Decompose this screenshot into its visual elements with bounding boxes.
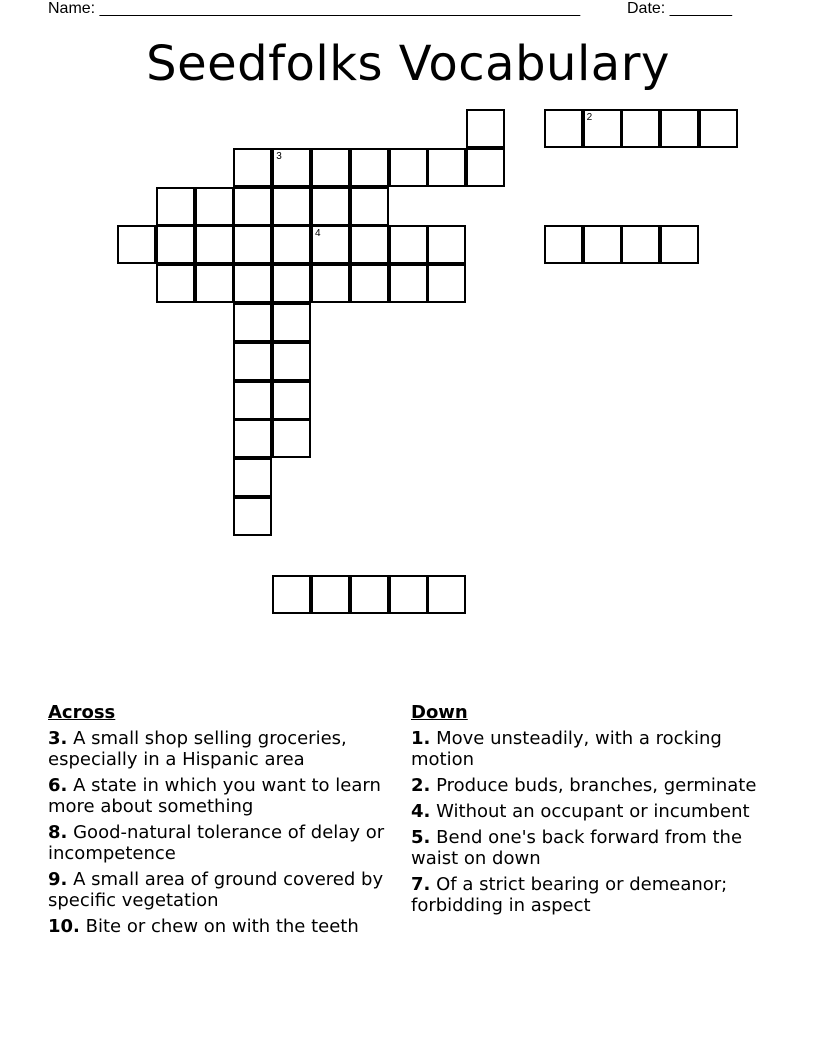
grid-cell[interactable] <box>117 225 156 264</box>
clue-number: 2. <box>411 775 431 796</box>
grid-cell[interactable] <box>544 225 583 264</box>
clue-text: Bend one's back forward from the waist on down <box>411 827 743 869</box>
down-clues <box>411 702 761 921</box>
grid-cell[interactable] <box>389 264 428 303</box>
grid-cell[interactable] <box>233 342 272 381</box>
clue-text: Without an occupant or incumbent <box>436 801 750 822</box>
grid-cell[interactable] <box>272 575 311 614</box>
grid-cell[interactable] <box>233 497 272 536</box>
grid-cell[interactable] <box>466 109 505 148</box>
grid-cell[interactable] <box>272 381 311 420</box>
grid-cell[interactable] <box>233 225 272 264</box>
across-clue-9 <box>48 869 398 911</box>
grid-cell[interactable] <box>660 225 699 264</box>
clue-text: Bite or chew on with the teeth <box>85 916 359 937</box>
grid-cell[interactable] <box>544 109 583 148</box>
grid-cell[interactable] <box>427 225 466 264</box>
down-heading: Down <box>411 702 468 723</box>
grid-cell[interactable] <box>389 148 428 187</box>
clue-number: 10. <box>48 916 80 937</box>
grid-cell[interactable] <box>389 225 428 264</box>
grid-cell[interactable] <box>195 264 234 303</box>
grid-cell[interactable] <box>621 225 660 264</box>
clue-number: 3. <box>48 728 68 749</box>
grid-cell[interactable] <box>699 109 738 148</box>
grid-cell[interactable] <box>233 303 272 342</box>
across-clues <box>48 702 398 942</box>
grid-cell[interactable] <box>156 264 195 303</box>
down-clue-7 <box>411 874 761 916</box>
grid-cell[interactable] <box>272 264 311 303</box>
page-title: Seedfolks Vocabulary <box>146 36 670 92</box>
grid-cell[interactable] <box>311 575 350 614</box>
clue-text: A state in which you want to learn more about something <box>48 775 381 817</box>
grid-cell[interactable] <box>156 187 195 226</box>
grid-cell[interactable] <box>427 264 466 303</box>
clue-number: 7. <box>411 874 431 895</box>
clue-text: Produce buds, branches, germinate <box>436 775 757 796</box>
grid-cell[interactable] <box>195 225 234 264</box>
grid-cell[interactable] <box>233 187 272 226</box>
grid-cell[interactable] <box>233 419 272 458</box>
clue-text: A small shop selling groceries, especially in a Hispanic area <box>48 728 347 770</box>
date-line: Date: _______ <box>627 0 732 17</box>
clue-number: 5. <box>411 827 431 848</box>
grid-cell[interactable] <box>621 109 660 148</box>
clue-number: 6. <box>48 775 68 796</box>
grid-cell[interactable] <box>272 419 311 458</box>
down-clue-1 <box>411 728 761 770</box>
across-clue-10 <box>48 916 398 937</box>
clue-text: A small area of ground covered by specific vegetation <box>48 869 384 911</box>
grid-cell[interactable] <box>350 148 389 187</box>
grid-cell[interactable] <box>583 225 622 264</box>
across-clue-6 <box>48 775 398 817</box>
across-clue-8 <box>48 822 398 864</box>
down-clue-2 <box>411 775 761 796</box>
grid-cell[interactable] <box>311 264 350 303</box>
across-heading: Across <box>48 702 116 723</box>
grid-cell[interactable] <box>311 225 350 264</box>
grid-cell[interactable] <box>272 148 311 187</box>
grid-cell[interactable] <box>660 109 699 148</box>
grid-cell[interactable] <box>233 264 272 303</box>
grid-cell[interactable] <box>427 575 466 614</box>
grid-cell[interactable] <box>311 187 350 226</box>
clue-number: 8. <box>48 822 68 843</box>
clue-number: 1. <box>411 728 431 749</box>
grid-cell[interactable] <box>156 225 195 264</box>
grid-cell[interactable] <box>350 575 389 614</box>
grid-cell[interactable] <box>350 264 389 303</box>
name-line: Name: ______________________________________________________ <box>48 0 581 17</box>
grid-cell[interactable] <box>583 109 622 148</box>
grid-cell[interactable] <box>350 187 389 226</box>
grid-cell[interactable] <box>272 342 311 381</box>
clue-number-label: 2 <box>586 112 593 123</box>
down-clue-5 <box>411 827 761 869</box>
clue-number-label: 4 <box>315 228 321 240</box>
clue-text: Move unsteadily, with a rocking motion <box>411 728 722 770</box>
grid-cell[interactable] <box>272 303 311 342</box>
grid-cell[interactable] <box>195 187 234 226</box>
clue-text: Of a strict bearing or demeanor; forbidding in aspect <box>411 874 728 916</box>
clue-number: 9. <box>48 869 68 890</box>
grid-cell[interactable] <box>233 381 272 420</box>
across-clue-3 <box>48 728 398 770</box>
grid-cell[interactable] <box>233 458 272 497</box>
clue-number: 4. <box>411 801 431 822</box>
grid-cell[interactable] <box>350 225 389 264</box>
clue-text: Good-natural tolerance of delay or incompetence <box>48 822 385 864</box>
grid-cell[interactable] <box>427 148 466 187</box>
grid-cell[interactable] <box>311 148 350 187</box>
grid-cell[interactable] <box>272 187 311 226</box>
down-clue-4 <box>411 801 761 822</box>
grid-cell[interactable] <box>272 225 311 264</box>
grid-cell[interactable] <box>389 575 428 614</box>
grid-cell[interactable] <box>233 148 272 187</box>
grid-cell[interactable] <box>466 148 505 187</box>
clue-number-label: 3 <box>276 150 282 162</box>
